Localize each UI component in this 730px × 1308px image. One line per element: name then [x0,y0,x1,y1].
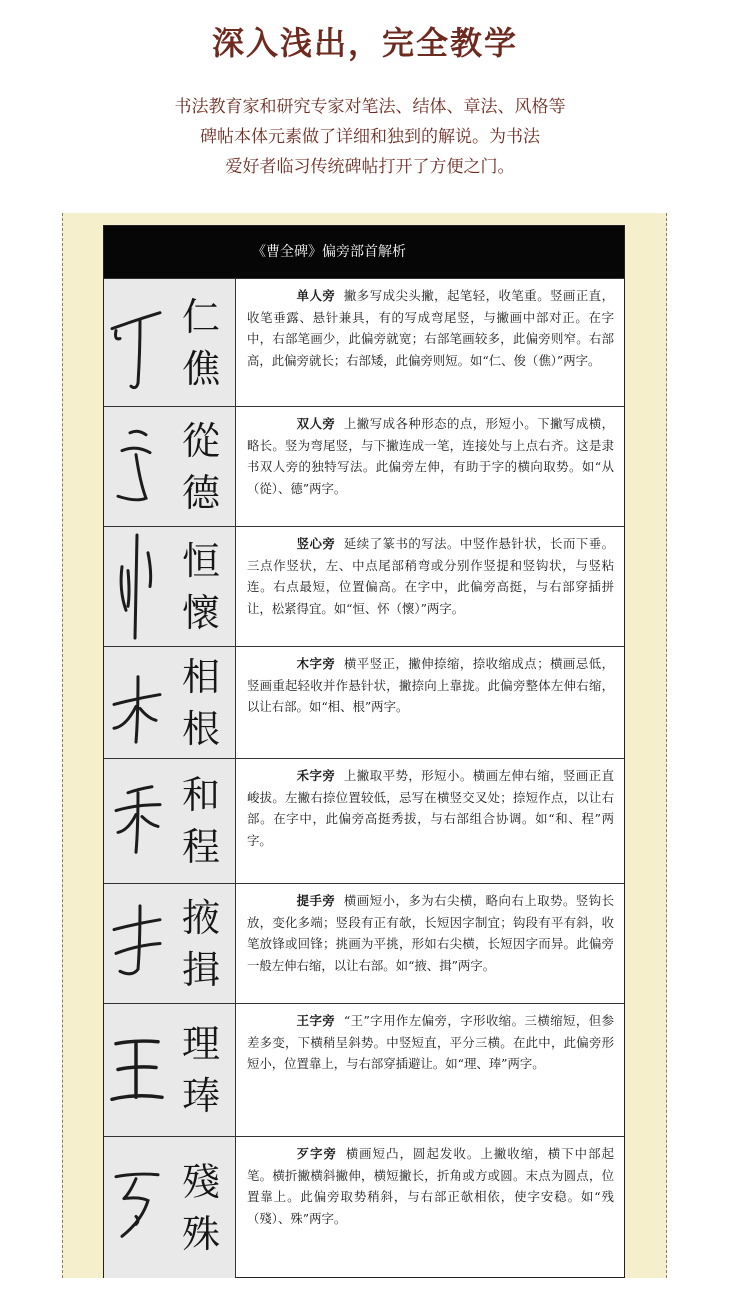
example-char: 殘 [181,1159,220,1204]
example-char: 和 [181,773,220,817]
page-title: 深入浅出，完全教学 [211,24,518,62]
radical-description [247,533,614,619]
radical-description [247,653,614,718]
intro-line: 书法教育家和研究专家对笔法、结体、章法、风格等 [174,97,566,117]
calligraphy-sample [104,527,236,646]
calligraphy-sample [104,1004,236,1136]
panel-left-dashed-border [62,213,63,1278]
radical-text: 横画短小，多为右尖横，略向右上取势。竖钩长放，变化多端；竖段有正有欹，长短因字制宜；钩段有平有斜，收笔放锋或回锋；挑画为平挑，形如右尖横，长短因字而异。此偏旁一般左伸右缩，以让右部。如“掖、揖”两字。 [247,893,615,973]
radical-glyph-icon [106,407,168,526]
radical-text: 上撇写成各种形态的点，形短小。下撇写成横，略长。竖为弯尾竖，与下撇连成一笔，连接处与上点右齐。这是隶书双人旁的独特写法。此偏旁左伸，有助于字的横向取势。如“从（從）、德”两字。 [247,416,615,496]
table-row [104,1003,624,1136]
radical-description [247,1010,614,1075]
table-row [104,406,624,526]
radical-description [247,765,614,851]
example-char: 琫 [181,1074,220,1118]
radical-glyph-icon [106,527,168,646]
radical-text: 撇多写成尖头撇，起笔轻，收笔重。竖画正直，收笔垂露、悬针兼具，有的写成弯尾竖，与撇画中部对正。在字中，右部笔画少，此偏旁就宽；右部笔画较多，此偏旁则窄。右部高，此偏旁就长；右部矮，此偏旁则短。如“仁、俊（僬）”两字。 [247,288,615,368]
example-char: 懷 [181,590,220,635]
example-char: 理 [181,1022,220,1066]
radical-name: 禾字旁 [296,768,336,783]
radical-text: “王”字用作左偏旁，字形收缩。三横缩短，但参差多变，下横稍呈斜势。中竖短直，平分三横。在此中，此偏旁形短小，位置靠上，与右部穿插避让。如“理、琫”两字。 [247,1013,615,1071]
radical-description [247,413,614,499]
radical-glyph-icon [106,884,168,1003]
calligraphy-sample [104,279,236,406]
radical-text: 横平竖正，撇伸捺缩，捺收缩成点；横画忌低，竖画重起轻收并作悬针状，撇捺向上靠拢。此偏旁整体左伸右缩，以让右部。如“相、根”两字。 [247,656,615,714]
radical-text: 延续了篆书的写法。中竖作悬针状，长而下垂。三点作竖状，左、中点尾部稍弯或分别作竖提和竖钩状，与竖粘连。右点最短，位置偏高。在字中，此偏旁高挺，与右部穿插拼让，松紧得宜。如“恒、怀（懷）”两字。 [247,536,615,616]
example-char: 恒 [181,538,220,583]
calligraphy-sample [104,759,236,883]
panel-right-dashed-border [666,213,667,1278]
intro-line: 爱好者临习传统碑帖打开了方便之门。 [225,157,515,177]
calligraphy-sample [104,647,236,758]
example-char: 根 [181,706,220,751]
calligraphy-sample [104,884,236,1003]
example-char: 殊 [181,1211,220,1256]
radical-name: 单人旁 [296,288,336,303]
table-row [104,278,624,406]
radical-name: 双人旁 [296,416,336,431]
table-header: 《曹全碑》偏旁部首解析 [104,226,624,278]
radical-description [247,1143,614,1229]
example-char: 揖 [181,947,220,992]
radical-glyph-icon [106,647,168,758]
example-char: 德 [181,470,220,515]
intro-line: 碑帖本体元素做了详细和独到的解说。为书法 [200,127,540,147]
radical-name: 王字旁 [296,1013,336,1028]
radical-name: 竖心旁 [296,536,336,551]
radical-glyph-icon [106,279,168,406]
radical-glyph-icon [106,1137,168,1278]
table-row [104,526,624,646]
radical-description [247,890,614,976]
radical-text: 横画短凸，圆起发收。上撇收缩，横下中部起笔。横折撇横斜撇伸，横短撇长，折角或方或圆。末点为圆点，位置靠上。此偏旁取势稍斜，与右部正欹相依，使字安稳。如“残（殘）、殊”两字。 [247,1146,615,1226]
example-char: 相 [181,654,220,699]
example-char: 從 [181,418,220,463]
radical-name: 歹字旁 [296,1146,338,1161]
table-row [104,646,624,758]
example-char: 掖 [181,895,220,940]
radical-description [247,285,614,371]
example-char: 仁 [181,294,220,339]
example-char: 程 [181,825,220,869]
radical-analysis-table [103,225,625,1278]
calligraphy-sample [104,407,236,526]
radical-name: 提手旁 [296,893,336,908]
table-row [104,758,624,883]
radical-glyph-icon [106,759,168,883]
calligraphy-sample [104,1137,236,1278]
radical-text: 上撇取平势，形短小。横画左伸右缩，竖画正直峻拔。左撇右捺位置较低，忌写在横竖交叉处；捺短作点，以让右部。在字中，此偏旁高挺秀拔，与右部组合协调。如“和、程”两字。 [247,768,615,848]
radical-name: 木字旁 [296,656,336,671]
table-row [104,1136,624,1278]
radical-glyph-icon [106,1004,168,1136]
table-row [104,883,624,1003]
example-char: 僬 [181,346,220,391]
intro-paragraph [90,92,650,182]
